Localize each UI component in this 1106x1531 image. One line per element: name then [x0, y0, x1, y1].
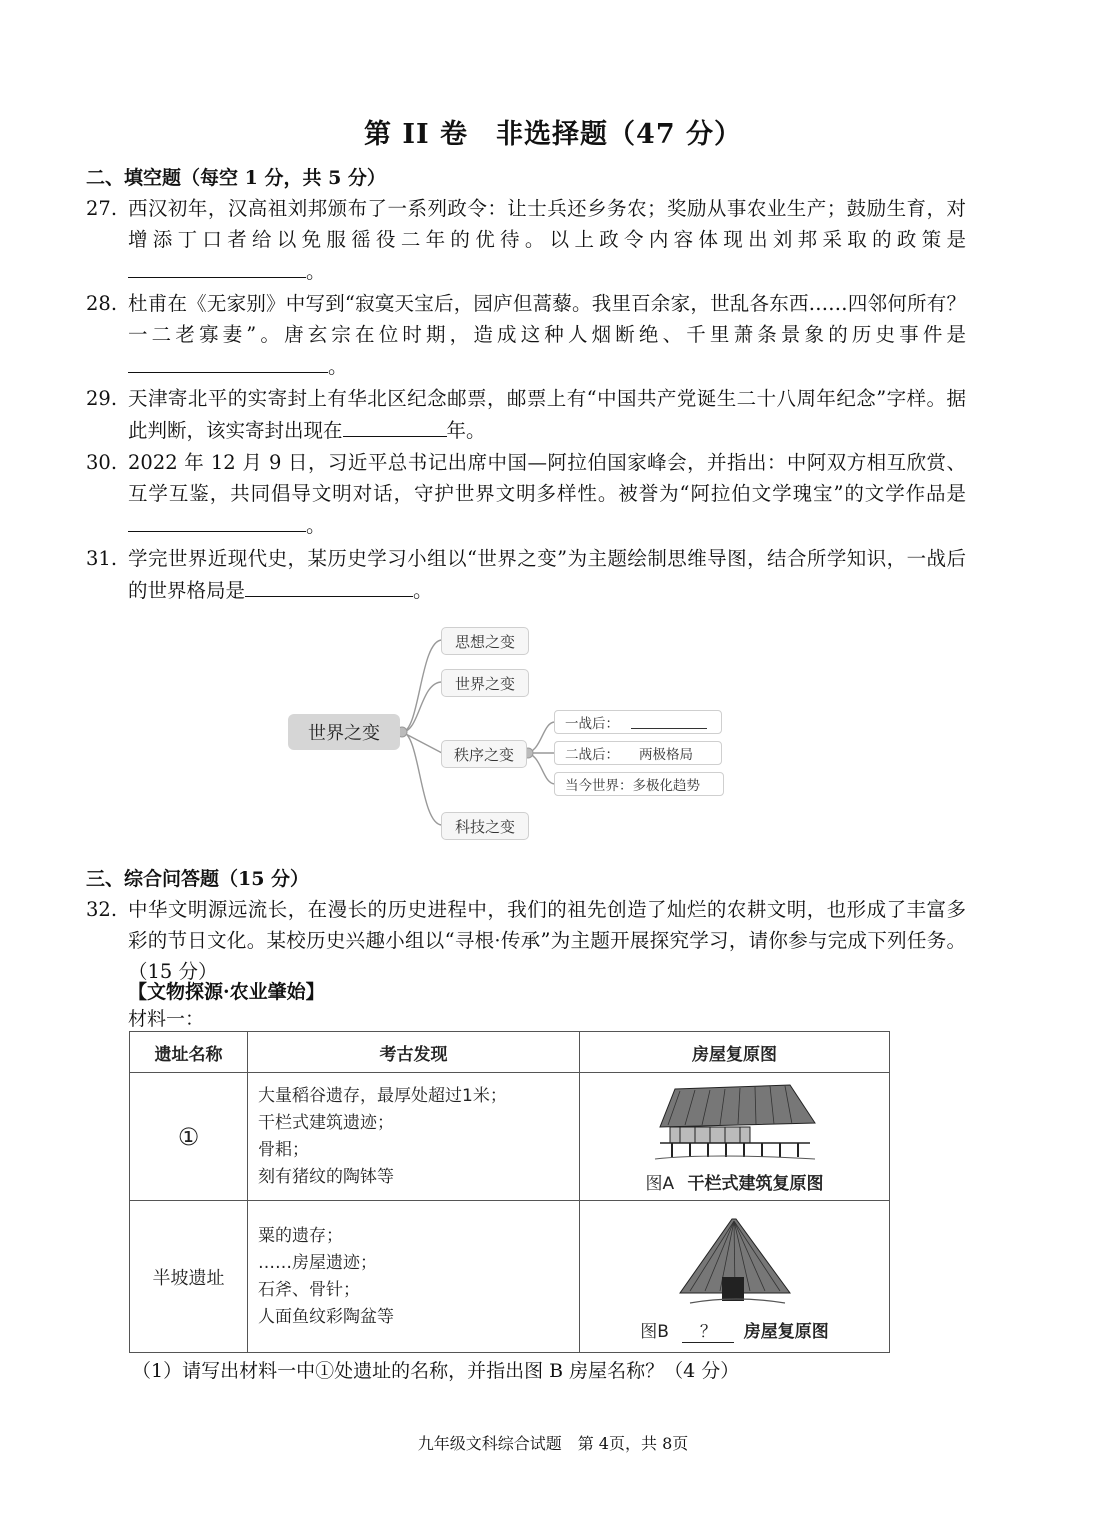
table-header: 房屋复原图: [580, 1032, 890, 1073]
figure-cell: [580, 1201, 890, 1353]
list-item: ……房屋遗迹；: [258, 1252, 377, 1273]
mind-map-item-postww2: [554, 741, 722, 765]
page-footer: 九年级文科综合试题 第 4页，共 8页: [417, 1434, 689, 1453]
figure-blank: ？: [682, 1317, 734, 1343]
answer-blank[interactable]: [343, 414, 447, 437]
question-text: 天津寄北平的实寄封上有华北区纪念邮票，邮票上有“中国共产党诞生二十八周年纪念”字样。据此判断，该实寄封出现在: [128, 387, 966, 442]
material-label: 材料一：: [128, 1008, 205, 1030]
table-header: 考古发现: [248, 1032, 580, 1073]
question-30: [86, 447, 966, 541]
finds-list: [248, 1073, 580, 1201]
question-27: [86, 193, 966, 287]
table-row: [130, 1073, 890, 1201]
answer-blank[interactable]: [128, 255, 306, 278]
figure-cell: [580, 1073, 890, 1201]
item-label: 一战后：: [565, 716, 619, 732]
site-name: 半坡遗址: [130, 1201, 248, 1353]
semi-subterranean-house-image: [670, 1215, 800, 1315]
sub-question-1: （1）请写出材料一中①处遗址的名称，并指出图 B 房屋名称？（4 分）: [132, 1360, 740, 1382]
mind-map-branch-world: 世界之变: [441, 669, 529, 697]
question-text: 西汉初年，汉高祖刘邦颁布了一系列政令：让士兵还乡务农；奖励从事农业生产；鼓励生育，对增添丁口者给以免服徭役二年的优待。以上政令内容体现出刘邦采取的政策是: [128, 197, 966, 251]
question-text: 2022 年 12 月 9 日，习近平总书记出席中国—阿拉伯国家峰会，并指出：中阿双方相互欣赏、互学互鉴，共同倡导文明对话，守护世界文明多样性。被誉为“阿拉伯文学瑰宝”的文学作品是: [128, 451, 966, 505]
question-text-end: 。: [306, 260, 326, 283]
table-header-row: [130, 1032, 890, 1073]
table-header: 遗址名称: [130, 1032, 248, 1073]
mind-map: [280, 618, 740, 848]
stilt-house-image: [650, 1081, 820, 1161]
question-number: 28.: [86, 292, 118, 315]
section-heading-comprehensive: 三、综合问答题（15 分）: [86, 868, 310, 890]
item-value: 两极格局: [639, 747, 693, 763]
mind-map-item-postww1: [554, 710, 722, 734]
question-28: [86, 288, 966, 382]
question-number: 29.: [86, 387, 118, 410]
question-text-end: 。: [306, 514, 326, 537]
figure-label: 图A: [645, 1174, 675, 1194]
figure-title: 干栏式建筑复原图: [687, 1174, 824, 1194]
question-32: [86, 894, 966, 987]
figure-caption: [581, 1317, 888, 1343]
list-item: 粟的遗存；: [258, 1225, 343, 1246]
subheading: 【文物探源·农业肇始】: [128, 981, 325, 1003]
item-value: 多极化趋势: [632, 778, 700, 794]
question-text: 学完世界近现代史，某历史学习小组以“世界之变”为主题绘制思维导图，结合所学知识，一战后的世界格局是: [128, 547, 966, 602]
question-text-end: 。: [413, 579, 433, 602]
question-number: 32.: [86, 898, 118, 921]
question-number: 31.: [86, 547, 118, 570]
list-item: 石斧、骨针；: [258, 1279, 360, 1300]
item-label: 当今世界：: [565, 778, 633, 794]
archaeology-table: [129, 1031, 890, 1353]
list-item: 人面鱼纹彩陶盆等: [258, 1306, 394, 1327]
question-number: 27.: [86, 197, 118, 220]
question-29: [86, 383, 966, 446]
list-item: 骨耜；: [258, 1139, 309, 1160]
list-item: 大量稻谷遗存，最厚处超过1米；: [258, 1085, 507, 1106]
list-item: 干栏式建筑遗迹；: [258, 1112, 394, 1133]
answer-blank[interactable]: [128, 509, 306, 532]
question-31: [86, 543, 966, 606]
list-item: 刻有猪纹的陶钵等: [258, 1166, 394, 1187]
mind-map-branch-order: 秩序之变: [441, 740, 527, 768]
figure-caption: [581, 1169, 888, 1194]
answer-blank[interactable]: [128, 350, 328, 373]
question-text-end: 年。: [446, 419, 486, 442]
figure-label: 图B: [640, 1321, 669, 1342]
table-row: [130, 1201, 890, 1353]
item-blank: [631, 715, 707, 729]
mind-map-item-today: [554, 772, 724, 796]
section-heading-fill-blank: 二、填空题（每空 1 分，共 5 分）: [86, 167, 386, 189]
answer-blank[interactable]: [245, 574, 413, 597]
mind-map-root: 世界之变: [288, 714, 400, 750]
question-text-end: 。: [328, 355, 348, 378]
figure-title: 房屋复原图: [743, 1321, 829, 1342]
mind-map-branch-tech: 科技之变: [441, 812, 529, 840]
mind-map-branch-thought: 思想之变: [441, 627, 529, 655]
question-text: 杜甫在《无家别》中写到“寂寞天宝后，园庐但蒿藜。我里百余家，世乱各东西……四邻何所有？一二老寡妻”。唐玄宗在位时期，造成这种人烟断绝、千里萧条景象的历史事件是: [128, 292, 966, 346]
finds-list: [248, 1201, 580, 1353]
question-number: 30.: [86, 451, 118, 474]
item-label: 二战后：: [565, 747, 619, 763]
question-text: 中华文明源远流长，在漫长的历史进程中，我们的祖先创造了灿烂的农耕文明，也形成了丰富多彩的节日文化。某校历史兴趣小组以“寻根·传承”为主题开展探究学习，请你参与完成下列任务。（15 分）: [128, 898, 966, 983]
page-title: 第 II 卷 非选择题（47 分）: [363, 119, 743, 150]
site-name: ①: [130, 1073, 248, 1201]
